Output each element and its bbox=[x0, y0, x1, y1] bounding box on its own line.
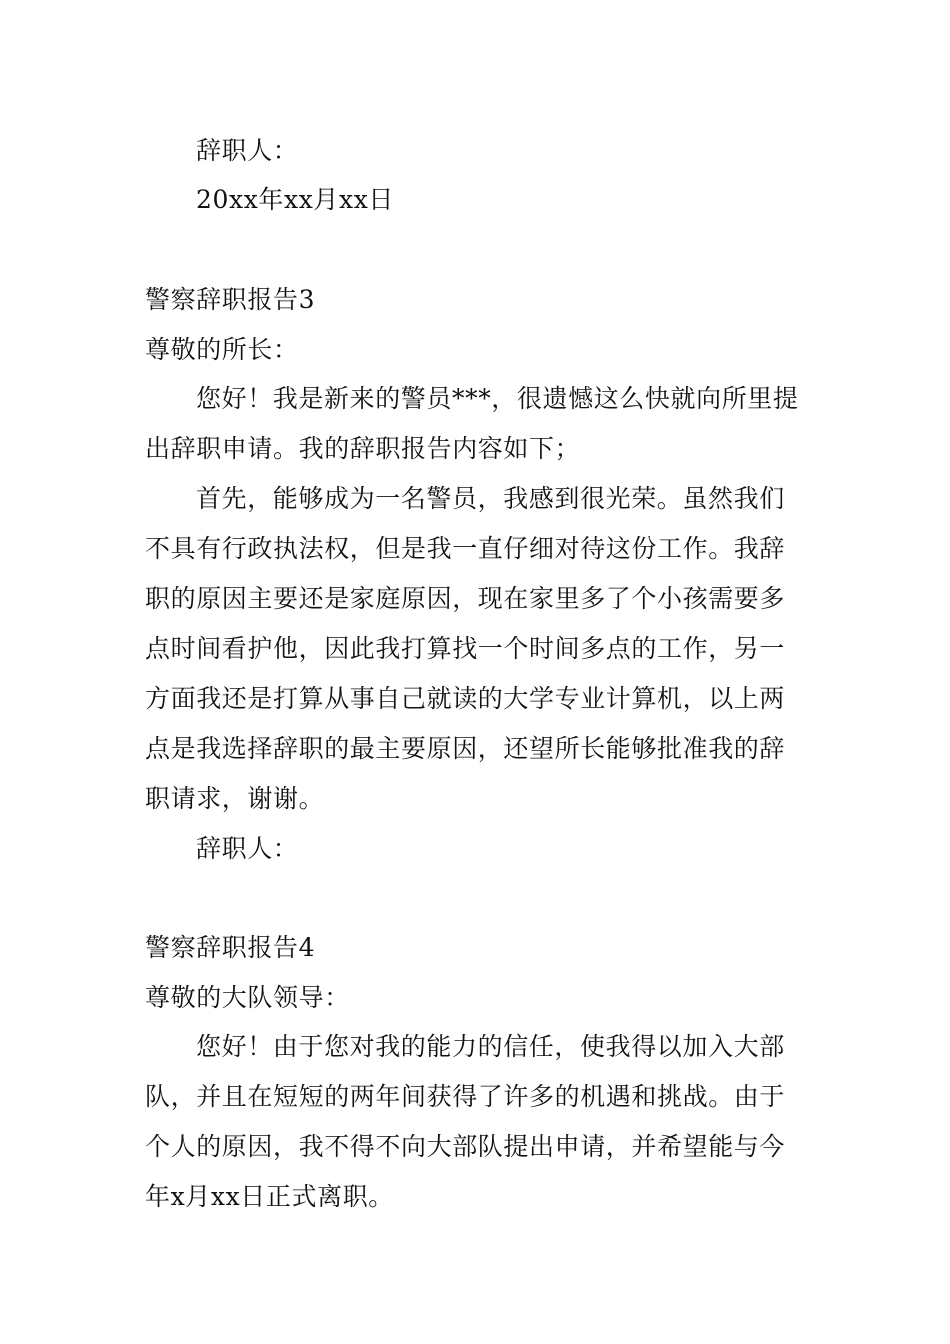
paragraph-line: 点时间看护他，因此我打算找一个时间多点的工作，另一 bbox=[145, 634, 786, 663]
signer-label: 辞职人： bbox=[196, 136, 299, 165]
salutation-3: 尊敬的所长： bbox=[145, 335, 299, 364]
paragraph-line: 您好！由于您对我的能力的信任，使我得以加入大部 bbox=[196, 1032, 785, 1061]
paragraph-line: 职请求，谢谢。 bbox=[145, 784, 325, 813]
date-line: 20xx年xx月xx日 bbox=[196, 185, 395, 214]
paragraph-line: 队，并且在短短的两年间获得了许多的机遇和挑战。由于 bbox=[145, 1082, 786, 1111]
paragraph-line: 年x月xx日正式离职。 bbox=[145, 1182, 394, 1211]
paragraph-line: 首先，能够成为一名警员，我感到很光荣。虽然我们 bbox=[196, 484, 785, 513]
salutation-4: 尊敬的大队领导： bbox=[145, 983, 350, 1012]
paragraph-line: 职的原因主要还是家庭原因，现在家里多了个小孩需要多 bbox=[145, 584, 786, 613]
section-title-3: 警察辞职报告3 bbox=[145, 285, 316, 314]
paragraph-line: 个人的原因，我不得不向大部队提出申请，并希望能与今 bbox=[145, 1132, 786, 1161]
paragraph-line: 出辞职申请。我的辞职报告内容如下； bbox=[145, 434, 581, 463]
paragraph-line: 点是我选择辞职的最主要原因，还望所长能够批准我的辞 bbox=[145, 734, 786, 763]
paragraph-line: 方面我还是打算从事自己就读的大学专业计算机，以上两 bbox=[145, 684, 786, 713]
signer-label: 辞职人： bbox=[196, 834, 299, 863]
paragraph-line: 不具有行政执法权，但是我一直仔细对待这份工作。我辞 bbox=[145, 534, 786, 563]
paragraph-line: 您好！我是新来的警员***，很遗憾这么快就向所里提 bbox=[196, 384, 799, 413]
section-title-4: 警察辞职报告4 bbox=[145, 933, 316, 962]
